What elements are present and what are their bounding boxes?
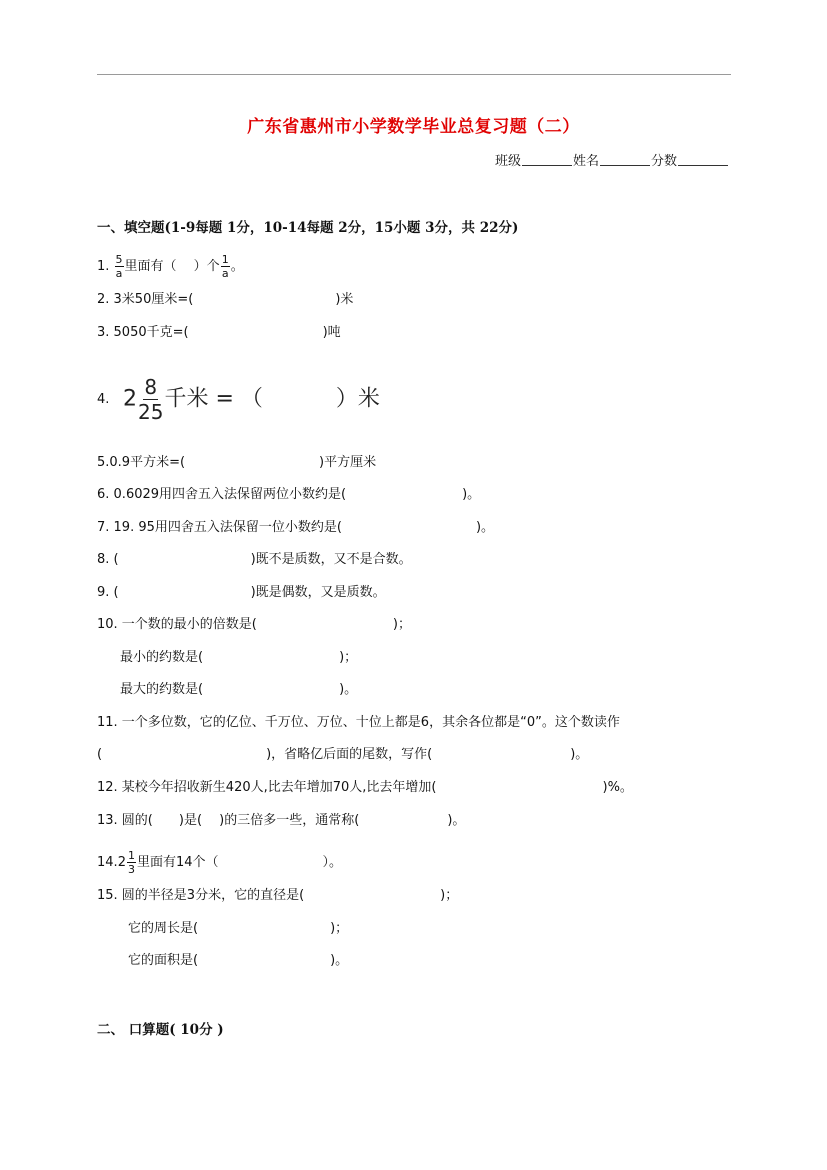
section-1-heading: 一、填空题(1-9每题 1分，10-14每题 2分，15小题 3分，共 22分) bbox=[97, 220, 519, 236]
class-label: 班级 bbox=[494, 154, 521, 169]
q1-text: 里面有（ ）个 bbox=[124, 259, 220, 274]
section-2-heading: 二、 口算题( 10分 ) bbox=[97, 1022, 224, 1038]
question-5: 5.0.9平方米=( )平方厘米 bbox=[97, 455, 377, 470]
question-8: 8. ( )既不是质数，又不是合数。 bbox=[97, 552, 412, 567]
top-rule bbox=[97, 74, 731, 75]
question-4-number: 4. bbox=[97, 392, 110, 407]
student-info bbox=[495, 150, 729, 169]
question-14: 14.2 $\frac{1}{3}$ 里面有14个（ ）。 bbox=[97, 849, 343, 876]
question-12: 12. 某校今年招收新生420人,比去年增加70人,比去年增加( )%。 bbox=[97, 780, 633, 795]
score-blank[interactable] bbox=[678, 153, 728, 166]
q4-fraction: $\frac{8}{25}$ bbox=[138, 375, 164, 424]
question-2: 2. 3米50厘米=( )米 bbox=[97, 292, 354, 307]
question-9: 9. ( )既是偶数，又是质数。 bbox=[97, 585, 386, 600]
question-10: 10. 一个数的最小的倍数是( )； bbox=[97, 617, 411, 632]
question-15-part-c: 它的面积是( )。 bbox=[128, 953, 349, 968]
page-title: 广东省惠州市小学数学毕业总复习题（二） bbox=[247, 117, 580, 137]
score-label: 分数 bbox=[650, 154, 677, 169]
name-blank[interactable] bbox=[600, 153, 650, 166]
q1-fraction-2: $\frac{1}{a}$ bbox=[221, 253, 229, 280]
question-13: 13. 圆的( )是( )的三倍多一些，通常称( )。 bbox=[97, 813, 466, 828]
question-10-part-c: 最大的约数是( )。 bbox=[120, 682, 358, 697]
question-6: 6. 0.6029用四舍五入法保留两位小数约是( )。 bbox=[97, 487, 481, 502]
class-blank[interactable] bbox=[522, 153, 572, 166]
q1-number: 1. bbox=[97, 259, 110, 274]
name-label: 姓名 bbox=[572, 154, 599, 169]
question-10-part-b: 最小的约数是( )； bbox=[120, 650, 358, 665]
question-4: 2 $\frac{8}{25}$ 千米 = （ ）米 bbox=[123, 375, 380, 424]
question-11: 11. 一个多位数，它的亿位、千万位、万位、十位上都是6，其余各位都是“0”。这个数读作 bbox=[97, 715, 620, 730]
q1-fraction-1: $\frac{5}{a}$ bbox=[115, 253, 123, 280]
question-7: 7. 19. 95用四舍五入法保留一位小数约是( )。 bbox=[97, 520, 495, 535]
question-15-part-b: 它的周长是( )； bbox=[128, 921, 349, 936]
question-1: 1. $\frac{5}{a}$ 里面有（ ）个 $\frac{1}{a}$ 。 bbox=[97, 253, 244, 280]
question-3: 3. 5050千克=( )吨 bbox=[97, 325, 341, 340]
question-15: 15. 圆的半径是3分米，它的直径是( )； bbox=[97, 888, 459, 903]
q14-fraction: $\frac{1}{3}$ bbox=[127, 849, 135, 876]
question-11-line-2: ( )，省略亿后面的尾数，写作( )。 bbox=[97, 747, 589, 762]
